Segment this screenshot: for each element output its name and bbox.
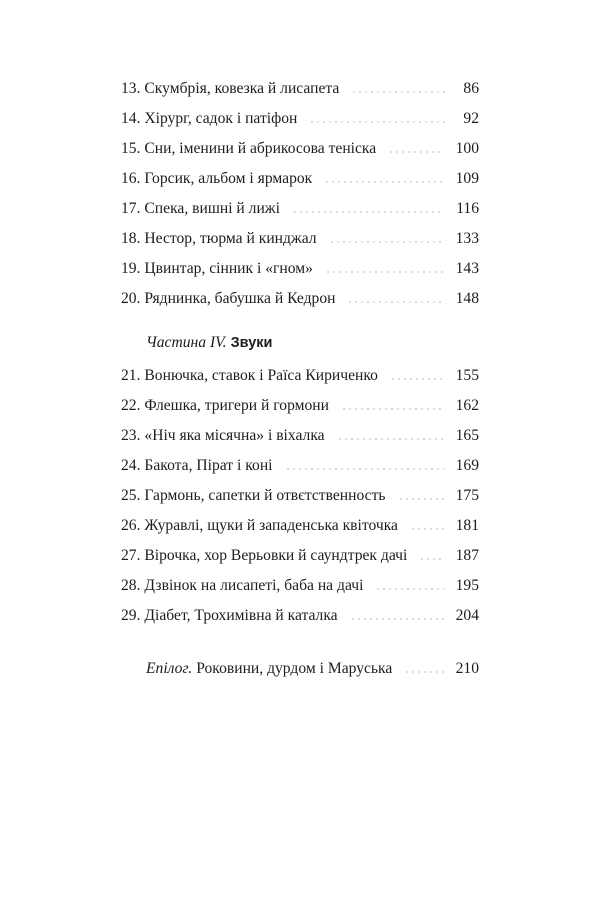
toc-entry (121, 257, 479, 281)
chapter-number: 27. (121, 547, 141, 564)
page-number: 143 (455, 260, 479, 277)
chapter-number: 16. (121, 170, 141, 187)
toc-entry (121, 137, 479, 161)
dot-leader (350, 618, 444, 620)
page-number: 181 (455, 517, 479, 534)
chapter-number: 25. (121, 487, 141, 504)
epilogue-title: Роковини, дурдом і Маруська (196, 660, 393, 677)
chapter-number: 26. (121, 517, 141, 534)
toc-entry (121, 77, 479, 101)
chapter-number: 23. (121, 427, 141, 444)
chapter-number: 14. (121, 110, 141, 127)
chapter-number: 19. (121, 260, 141, 277)
chapter-title: Сни, іменини й абрикосова теніска (144, 140, 377, 157)
chapter-number: 17. (121, 200, 141, 217)
chapter-title: Флешка, тригери й гормони (144, 397, 329, 414)
chapter-number: 20. (121, 290, 141, 307)
dot-leader (325, 271, 444, 273)
dot-leader (285, 468, 444, 470)
chapter-title: Нестор, тюрма й кинджал (144, 230, 317, 247)
toc-entry (121, 287, 479, 311)
toc-entry (121, 107, 479, 131)
dot-leader (347, 301, 443, 303)
chapter-title: Спека, вишні й лижі (144, 200, 280, 217)
toc-entry (121, 574, 479, 598)
dot-leader (329, 241, 444, 243)
page-number: 148 (455, 290, 479, 307)
dot-leader (388, 151, 443, 153)
chapter-title: «Ніч яка місячна» і віхалка (144, 427, 325, 444)
toc-entry (121, 514, 479, 538)
toc-entry (121, 484, 479, 508)
toc-entry (121, 604, 479, 628)
page-number: 187 (455, 547, 479, 564)
toc-entry (121, 364, 479, 388)
toc-entry (121, 227, 479, 251)
chapter-title: Скумбрія, ковезка й лисапета (144, 80, 340, 97)
toc-entry (121, 544, 479, 568)
chapter-title: Журавлі, щуки й западенська квіточка (144, 517, 398, 534)
chapter-title: Горсик, альбом і ярмарок (144, 170, 313, 187)
chapter-number: 15. (121, 140, 141, 157)
page-number: 86 (463, 80, 479, 97)
dot-leader (324, 181, 443, 183)
chapter-title: Вонючка, ставок і Раїса Кириченко (144, 367, 378, 384)
chapter-title: Цвинтар, сінник і «гном» (144, 260, 313, 277)
chapter-number: 21. (121, 367, 141, 384)
dot-leader (375, 588, 443, 590)
epilogue-label: Епілог. (146, 660, 193, 677)
toc-entry (121, 167, 479, 191)
part-heading (146, 331, 272, 355)
chapter-title: Ряднинка, бабушка й Кедрон (144, 290, 336, 307)
chapter-title: Діабет, Трохимівна й каталка (144, 607, 338, 624)
epilogue-entry (146, 657, 479, 681)
dot-leader (404, 671, 443, 673)
chapter-title: Дзвінок на лисапеті, баба на дачі (144, 577, 364, 594)
toc-entry (121, 424, 479, 448)
dot-leader (337, 438, 444, 440)
dot-leader (419, 558, 443, 560)
chapter-title: Гармонь, сапетки й отвєтственность (144, 487, 386, 504)
page-number: 195 (455, 577, 479, 594)
chapter-number: 13. (121, 80, 141, 97)
toc-entry (121, 454, 479, 478)
page-number: 169 (455, 457, 479, 474)
chapter-title: Вірочка, хор Верьовки й саундтрек дачі (144, 547, 408, 564)
chapter-title: Бакота, Пірат і коні (144, 457, 273, 474)
page-number: 100 (455, 140, 479, 157)
dot-leader (351, 91, 445, 93)
page-number: 210 (455, 660, 479, 677)
page-number: 133 (455, 230, 479, 247)
toc-entry (121, 197, 479, 221)
chapter-number: 29. (121, 607, 141, 624)
dot-leader (309, 121, 445, 123)
chapter-title: Хірург, садок і патіфон (144, 110, 298, 127)
dot-leader (390, 378, 444, 380)
dot-leader (410, 528, 444, 530)
dot-leader (292, 211, 444, 213)
chapter-number: 18. (121, 230, 141, 247)
page-number: 204 (455, 607, 479, 624)
dot-leader (341, 408, 444, 410)
dot-leader (398, 498, 444, 500)
chapter-number: 28. (121, 577, 141, 594)
toc-entry (121, 394, 479, 418)
page-number: 162 (455, 397, 479, 414)
page-number: 175 (455, 487, 479, 504)
page-number: 109 (455, 170, 479, 187)
page-number: 116 (456, 200, 479, 217)
chapter-number: 22. (121, 397, 141, 414)
page-number: 92 (463, 110, 479, 127)
part-label: Частина IV. (146, 334, 227, 351)
part-title: Звуки (230, 335, 273, 351)
page-number: 155 (455, 367, 479, 384)
page-number: 165 (455, 427, 479, 444)
chapter-number: 24. (121, 457, 141, 474)
